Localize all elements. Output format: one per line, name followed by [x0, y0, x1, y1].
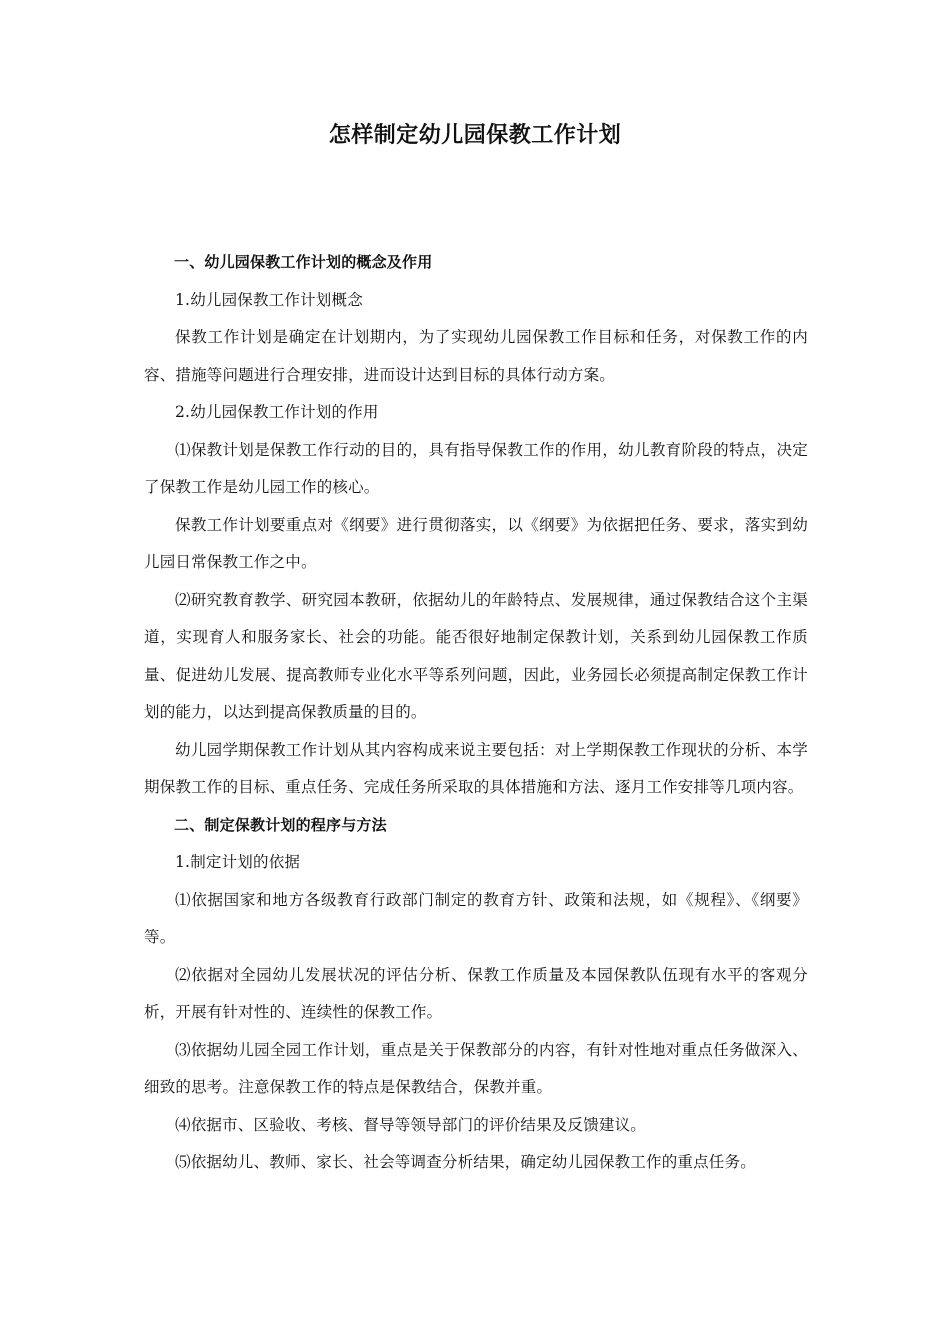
paragraph: ⑸依据幼儿、教师、家长、社会等调查分析结果，确定幼儿园保教工作的重点任务。: [175, 1153, 756, 1171]
paragraph: 保教工作计划要重点对《纲要》进行贯彻落实，以《纲要》为依据把任务、要求，落实到幼儿园日常保教工作之中。: [144, 515, 808, 571]
page-title: 怎样制定幼儿园保教工作计划: [328, 123, 622, 148]
paragraph: ⑵研究教育教学、研究园本教研，依据幼儿的年龄特点、发展规律，通过保教结合这个主渠道，实现育人和服务家长、社会的功能。能否很好地制定保教计划，关系到幼儿园保教工作质量、促进幼儿发展、提高教师专业化水平等系列问题，因此，业务园长必须提高制定保教工作计划的能力，以达到提高保教质量的目的。: [144, 590, 808, 721]
paragraph: ⑴保教计划是保教工作行动的目的，具有指导保教工作的作用，幼儿教育阶段的特点，决定了保教工作是幼儿园工作的核心。: [144, 440, 808, 496]
subsection-heading: 1.幼儿园保教工作计划概念: [175, 290, 363, 309]
section-heading: 一、幼儿园保教工作计划的概念及作用: [174, 253, 433, 271]
subsection-heading: 2.幼儿园保教工作计划的作用: [175, 403, 379, 421]
paragraph: ⑶依据幼儿园全园工作计划，重点是关于保教部分的内容，有针对性地对重点任务做深入、细致的思考。注意保教工作的特点是保教结合，保教并重。: [144, 1040, 808, 1096]
paragraph: ⑵依据对全园幼儿发展状况的评估分析、保教工作质量及本园保教队伍现有水平的客观分析，开展有针对性的、连续性的保教工作。: [144, 965, 808, 1021]
section-heading: 二、制定保教计划的程序与方法: [174, 815, 387, 834]
document-body: [144, 244, 808, 1182]
paragraph: 保教工作计划是确定在计划期内，为了实现幼儿园保教工作目标和任务，对保教工作的内容、措施等问题进行合理安排，进而设计达到目标的具体行动方案。: [144, 328, 808, 384]
paragraph: 幼儿园学期保教工作计划从其内容构成来说主要包括：对上学期保教工作现状的分析、本学期保教工作的目标、重点任务、完成任务所采取的具体措施和方法、逐月工作安排等几项内容。: [144, 740, 808, 796]
subsection-heading: 1.制定计划的依据: [175, 853, 301, 871]
paragraph: ⑴依据国家和地方各级教育行政部门制定的教育方针、政策和法规，如《规程》、《纲要》等。: [144, 890, 808, 946]
paragraph: ⑷依据市、区验收、考核、督导等领导部门的评价结果及反馈建议。: [175, 1115, 647, 1134]
